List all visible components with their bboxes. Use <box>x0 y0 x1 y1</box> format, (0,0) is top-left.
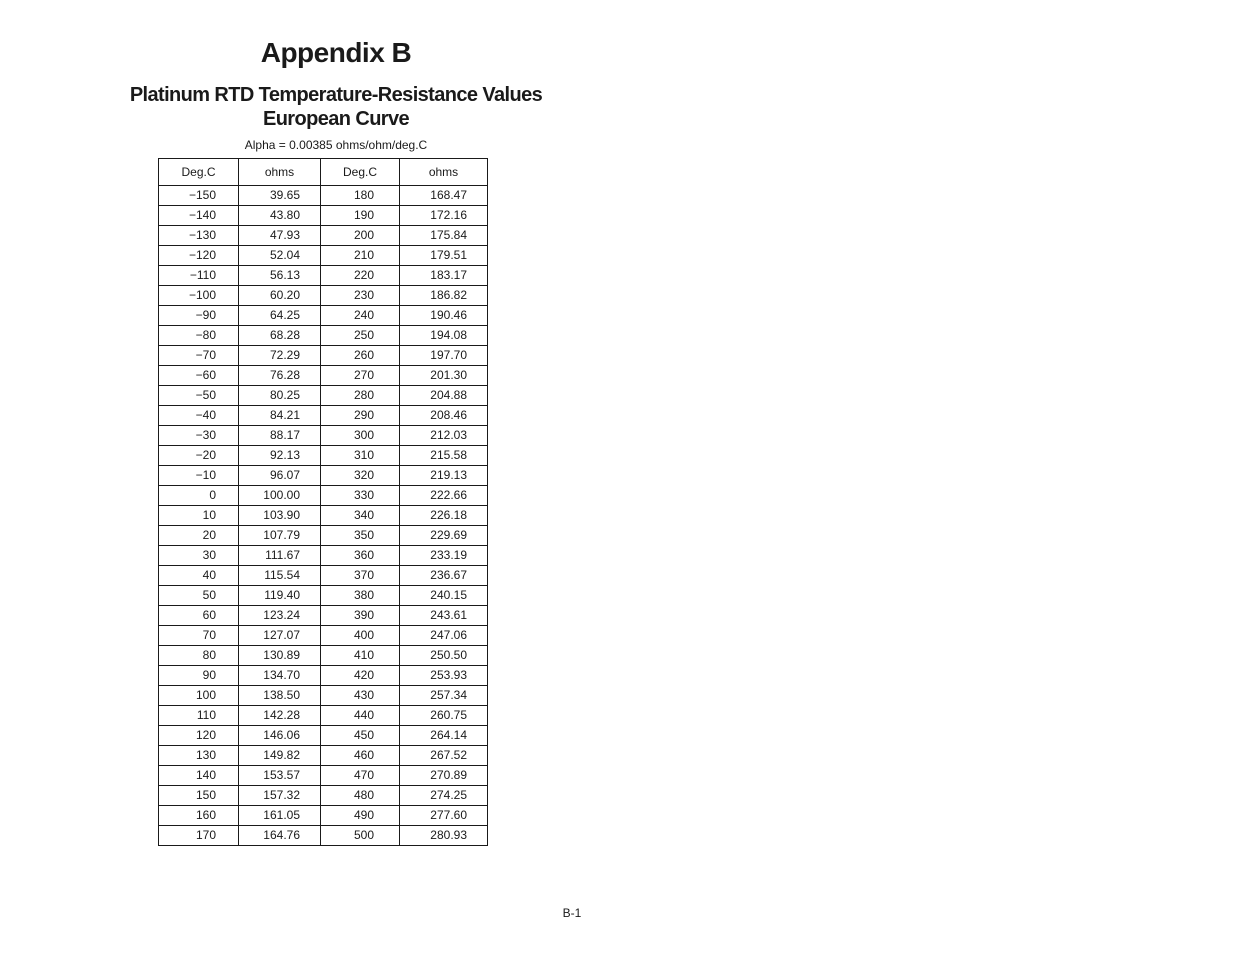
cell-deg-c-right: 390 <box>321 606 400 626</box>
cell-ohms-right: 194.08 <box>400 326 488 346</box>
cell-ohms-right: 204.88 <box>400 386 488 406</box>
cell-ohms-left: 119.40 <box>239 586 321 606</box>
cell-deg-c-right: 220 <box>321 266 400 286</box>
cell-deg-c-right: 330 <box>321 486 400 506</box>
cell-deg-c-left: 70 <box>159 626 239 646</box>
cell-deg-c-left: −130 <box>159 226 239 246</box>
table-row <box>159 486 488 506</box>
cell-ohms-left: 153.57 <box>239 766 321 786</box>
cell-ohms-left: 43.80 <box>239 206 321 226</box>
table-row <box>159 506 488 526</box>
cell-deg-c-right: 270 <box>321 366 400 386</box>
table-row <box>159 546 488 566</box>
cell-ohms-right: 253.93 <box>400 666 488 686</box>
cell-deg-c-right: 230 <box>321 286 400 306</box>
cell-deg-c-left: −50 <box>159 386 239 406</box>
cell-deg-c-right: 360 <box>321 546 400 566</box>
cell-ohms-right: 190.46 <box>400 306 488 326</box>
cell-deg-c-left: −20 <box>159 446 239 466</box>
cell-ohms-right: 243.61 <box>400 606 488 626</box>
cell-ohms-left: 142.28 <box>239 706 321 726</box>
cell-deg-c-right: 300 <box>321 426 400 446</box>
table-row <box>159 466 488 486</box>
cell-ohms-left: 84.21 <box>239 406 321 426</box>
cell-deg-c-right: 350 <box>321 526 400 546</box>
cell-ohms-right: 183.17 <box>400 266 488 286</box>
table-body <box>159 186 488 846</box>
table-row <box>159 306 488 326</box>
cell-ohms-left: 157.32 <box>239 786 321 806</box>
cell-ohms-right: 226.18 <box>400 506 488 526</box>
cell-ohms-right: 186.82 <box>400 286 488 306</box>
cell-ohms-right: 201.30 <box>400 366 488 386</box>
cell-deg-c-left: −110 <box>159 266 239 286</box>
cell-ohms-right: 257.34 <box>400 686 488 706</box>
cell-ohms-left: 64.25 <box>239 306 321 326</box>
cell-deg-c-left: −10 <box>159 466 239 486</box>
cell-ohms-left: 130.89 <box>239 646 321 666</box>
cell-deg-c-right: 200 <box>321 226 400 246</box>
header-ohms-left: ohms <box>239 159 321 186</box>
cell-deg-c-left: −70 <box>159 346 239 366</box>
table-row <box>159 626 488 646</box>
table-row <box>159 586 488 606</box>
table-row <box>159 286 488 306</box>
cell-deg-c-right: 310 <box>321 446 400 466</box>
cell-deg-c-right: 280 <box>321 386 400 406</box>
cell-deg-c-left: 40 <box>159 566 239 586</box>
alpha-note: Alpha = 0.00385 ohms/ohm/deg.C <box>244 138 428 152</box>
cell-deg-c-right: 430 <box>321 686 400 706</box>
cell-ohms-right: 264.14 <box>400 726 488 746</box>
cell-deg-c-right: 400 <box>321 626 400 646</box>
table-row <box>159 246 488 266</box>
table-row <box>159 646 488 666</box>
table-row <box>159 186 488 206</box>
cell-deg-c-right: 450 <box>321 726 400 746</box>
cell-ohms-right: 215.58 <box>400 446 488 466</box>
header-deg-c-left: Deg.C <box>159 159 239 186</box>
table-row <box>159 706 488 726</box>
cell-deg-c-right: 370 <box>321 566 400 586</box>
cell-deg-c-right: 180 <box>321 186 400 206</box>
cell-deg-c-left: −40 <box>159 406 239 426</box>
table-row <box>159 526 488 546</box>
cell-deg-c-right: 210 <box>321 246 400 266</box>
cell-ohms-left: 134.70 <box>239 666 321 686</box>
cell-ohms-right: 250.50 <box>400 646 488 666</box>
table-row <box>159 726 488 746</box>
table-row <box>159 386 488 406</box>
cell-ohms-left: 47.93 <box>239 226 321 246</box>
cell-deg-c-left: 150 <box>159 786 239 806</box>
cell-ohms-left: 107.79 <box>239 526 321 546</box>
cell-deg-c-right: 470 <box>321 766 400 786</box>
cell-ohms-right: 277.60 <box>400 806 488 826</box>
cell-ohms-left: 100.00 <box>239 486 321 506</box>
cell-ohms-right: 168.47 <box>400 186 488 206</box>
cell-deg-c-left: −80 <box>159 326 239 346</box>
cell-ohms-right: 229.69 <box>400 526 488 546</box>
table-row <box>159 686 488 706</box>
cell-deg-c-left: 110 <box>159 706 239 726</box>
table-title <box>0 83 672 131</box>
cell-deg-c-left: −90 <box>159 306 239 326</box>
cell-ohms-left: 164.76 <box>239 826 321 846</box>
cell-deg-c-left: 120 <box>159 726 239 746</box>
cell-deg-c-left: −60 <box>159 366 239 386</box>
header-ohms-right: ohms <box>400 159 488 186</box>
table-row <box>159 826 488 846</box>
table-row <box>159 606 488 626</box>
cell-deg-c-right: 380 <box>321 586 400 606</box>
cell-ohms-left: 111.67 <box>239 546 321 566</box>
table-row <box>159 666 488 686</box>
table-title-line-1: Platinum RTD Temperature-Resistance Values <box>129 84 543 106</box>
cell-deg-c-right: 410 <box>321 646 400 666</box>
cell-ohms-right: 222.66 <box>400 486 488 506</box>
cell-ohms-right: 175.84 <box>400 226 488 246</box>
cell-ohms-left: 72.29 <box>239 346 321 366</box>
table-row <box>159 426 488 446</box>
cell-deg-c-left: 160 <box>159 806 239 826</box>
cell-ohms-left: 115.54 <box>239 566 321 586</box>
table-row <box>159 366 488 386</box>
page-title: Appendix B <box>260 37 412 68</box>
cell-ohms-right: 270.89 <box>400 766 488 786</box>
cell-deg-c-left: 30 <box>159 546 239 566</box>
table-row <box>159 206 488 226</box>
cell-ohms-left: 80.25 <box>239 386 321 406</box>
cell-ohms-left: 76.28 <box>239 366 321 386</box>
cell-deg-c-left: 130 <box>159 746 239 766</box>
table-row <box>159 566 488 586</box>
cell-deg-c-right: 250 <box>321 326 400 346</box>
cell-ohms-left: 138.50 <box>239 686 321 706</box>
cell-deg-c-left: 80 <box>159 646 239 666</box>
page-number: B-1 <box>562 906 582 920</box>
cell-ohms-left: 123.24 <box>239 606 321 626</box>
cell-ohms-left: 52.04 <box>239 246 321 266</box>
table-row <box>159 326 488 346</box>
cell-deg-c-left: 0 <box>159 486 239 506</box>
cell-ohms-left: 68.28 <box>239 326 321 346</box>
cell-deg-c-left: −30 <box>159 426 239 446</box>
cell-ohms-left: 146.06 <box>239 726 321 746</box>
cell-ohms-right: 212.03 <box>400 426 488 446</box>
cell-deg-c-left: 140 <box>159 766 239 786</box>
table-row <box>159 226 488 246</box>
cell-ohms-right: 280.93 <box>400 826 488 846</box>
cell-ohms-right: 274.25 <box>400 786 488 806</box>
cell-ohms-right: 179.51 <box>400 246 488 266</box>
cell-ohms-right: 260.75 <box>400 706 488 726</box>
cell-ohms-right: 233.19 <box>400 546 488 566</box>
table-title-line-2: European Curve <box>262 108 410 130</box>
table-row <box>159 786 488 806</box>
cell-ohms-left: 60.20 <box>239 286 321 306</box>
header-deg-c-right: Deg.C <box>321 159 400 186</box>
cell-ohms-left: 127.07 <box>239 626 321 646</box>
cell-deg-c-left: 100 <box>159 686 239 706</box>
cell-deg-c-right: 320 <box>321 466 400 486</box>
cell-deg-c-left: −140 <box>159 206 239 226</box>
cell-ohms-left: 161.05 <box>239 806 321 826</box>
cell-ohms-right: 267.52 <box>400 746 488 766</box>
table-row <box>159 406 488 426</box>
table-row <box>159 806 488 826</box>
table-row <box>159 766 488 786</box>
cell-ohms-left: 88.17 <box>239 426 321 446</box>
table-row <box>159 446 488 466</box>
cell-deg-c-right: 490 <box>321 806 400 826</box>
cell-deg-c-left: −100 <box>159 286 239 306</box>
cell-ohms-right: 219.13 <box>400 466 488 486</box>
cell-deg-c-left: 170 <box>159 826 239 846</box>
cell-ohms-left: 103.90 <box>239 506 321 526</box>
cell-ohms-right: 236.67 <box>400 566 488 586</box>
cell-ohms-right: 240.15 <box>400 586 488 606</box>
cell-deg-c-right: 480 <box>321 786 400 806</box>
table-header-row <box>159 159 488 186</box>
cell-ohms-right: 208.46 <box>400 406 488 426</box>
cell-deg-c-right: 500 <box>321 826 400 846</box>
cell-ohms-left: 92.13 <box>239 446 321 466</box>
cell-ohms-right: 247.06 <box>400 626 488 646</box>
cell-deg-c-left: 50 <box>159 586 239 606</box>
cell-deg-c-left: 10 <box>159 506 239 526</box>
cell-deg-c-right: 460 <box>321 746 400 766</box>
cell-ohms-left: 56.13 <box>239 266 321 286</box>
cell-ohms-right: 197.70 <box>400 346 488 366</box>
cell-ohms-left: 39.65 <box>239 186 321 206</box>
cell-deg-c-left: −120 <box>159 246 239 266</box>
cell-ohms-right: 172.16 <box>400 206 488 226</box>
cell-deg-c-right: 420 <box>321 666 400 686</box>
cell-deg-c-left: −150 <box>159 186 239 206</box>
cell-deg-c-left: 90 <box>159 666 239 686</box>
table-row <box>159 266 488 286</box>
table-row <box>159 346 488 366</box>
cell-deg-c-right: 260 <box>321 346 400 366</box>
rtd-resistance-table <box>158 158 488 846</box>
cell-deg-c-right: 340 <box>321 506 400 526</box>
cell-deg-c-left: 20 <box>159 526 239 546</box>
cell-deg-c-right: 240 <box>321 306 400 326</box>
table-row <box>159 746 488 766</box>
cell-ohms-left: 96.07 <box>239 466 321 486</box>
cell-deg-c-left: 60 <box>159 606 239 626</box>
cell-ohms-left: 149.82 <box>239 746 321 766</box>
cell-deg-c-right: 290 <box>321 406 400 426</box>
cell-deg-c-right: 190 <box>321 206 400 226</box>
cell-deg-c-right: 440 <box>321 706 400 726</box>
